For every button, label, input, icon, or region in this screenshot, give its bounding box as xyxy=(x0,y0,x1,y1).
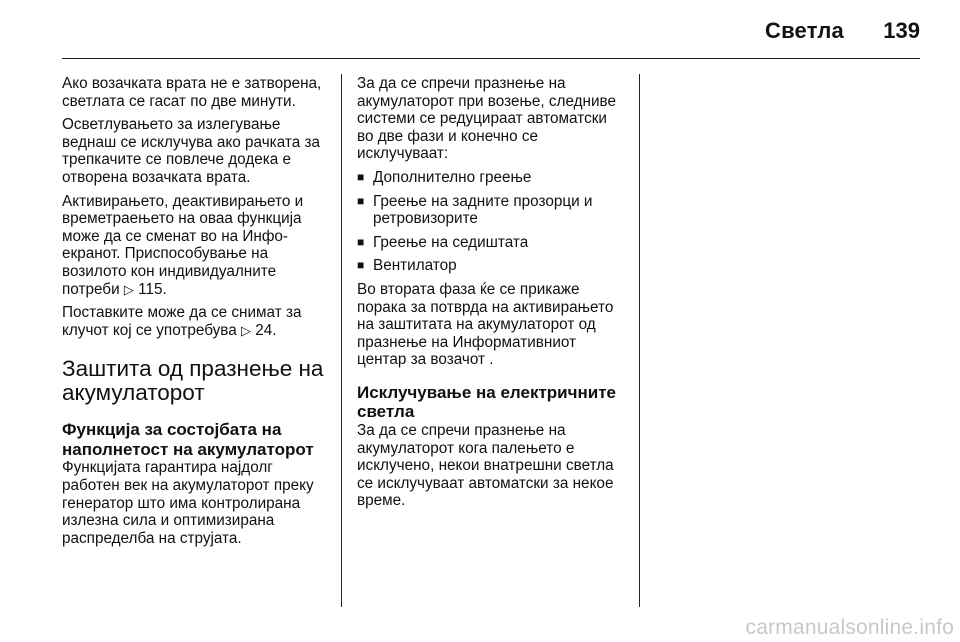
page-title: Светла xyxy=(765,18,844,43)
list-item-text: Дополнително греење xyxy=(373,168,532,186)
list-item-text: Вентилатор xyxy=(373,257,457,275)
list-item xyxy=(357,169,625,187)
list-item-text: Греење на седиштата xyxy=(373,233,529,251)
page-header xyxy=(62,0,920,59)
paragraph-personalization xyxy=(62,193,330,299)
list-item xyxy=(357,193,625,228)
list-item xyxy=(357,234,625,252)
paragraph-door-light: Ако возачката врата не е затворена, светлата се гасат по две минути. xyxy=(62,75,322,110)
column-divider-right xyxy=(639,74,640,607)
bullet-square-icon: ■ xyxy=(357,234,365,249)
paragraph-key-settings xyxy=(62,304,330,339)
watermark-text: carmanualsonline.info xyxy=(745,616,954,639)
column-middle xyxy=(357,75,625,516)
paragraph-charge-function: Функцијата гарантира најдолг работен век на акумулаторот преку генератор што има контролирана излезна сила и оптимизирана распределба на струјата. xyxy=(62,459,314,547)
paragraph-lights-off: За да се спречи празнење на акумулаторот кога палењето е исклучено, некои внатрешни светла се исклучуваат автоматски за некое време. xyxy=(357,421,614,510)
page-reference-arrow-icon: ▷ xyxy=(241,322,251,338)
section-heading-battery-protection: Заштита од празнење на акумулаторот xyxy=(62,356,324,406)
bullet-square-icon: ■ xyxy=(357,258,365,273)
list-item xyxy=(357,257,625,275)
page-number: 139 xyxy=(883,18,920,43)
paragraph-exit-lighting: Осветлувањето за излегување веднаш се исклучува ако рачката за трепкачите се повлече додека е отворена возачката врата. xyxy=(62,116,320,186)
bullet-square-icon: ■ xyxy=(357,193,365,208)
subsection-heading-charge-state: Функција за состојбата на наполнетост на акумулаторот xyxy=(62,420,314,459)
page-reference-link[interactable]: 115. xyxy=(138,280,167,298)
page-reference-arrow-icon: ▷ xyxy=(123,281,134,297)
paragraph-key-settings-text: Поставките може да се снимат за клучот кој се употребува xyxy=(62,304,302,339)
subsection-heading-lights-off: Исклучување на електричните светла xyxy=(357,382,616,422)
paragraph-personalization-text: Активирањето, деактивирањето и времетраењето на оваа функција може да се сменат во на Инфо-екранот. Приспособување на возилото кон индивидуалните потреби xyxy=(62,192,304,298)
bullet-square-icon: ■ xyxy=(357,169,365,184)
column-divider-left xyxy=(341,74,342,607)
paragraph-reduction-intro: За да се спречи празнење на акумулаторот при возење, следниве системи се редуцираат автоматски во две фази и конечно се исклучуваат: xyxy=(357,75,617,163)
list-item-text: Греење на задните прозорци и ретровизорите xyxy=(373,192,593,228)
column-left xyxy=(62,75,330,553)
page-reference-link[interactable]: 24. xyxy=(255,321,277,339)
paragraph-second-phase: Во втората фаза ќе се прикаже порака за потврда на активирањето на заштитата на акумулаторот од празнење на Информативниот центар за возачот . xyxy=(357,280,614,369)
